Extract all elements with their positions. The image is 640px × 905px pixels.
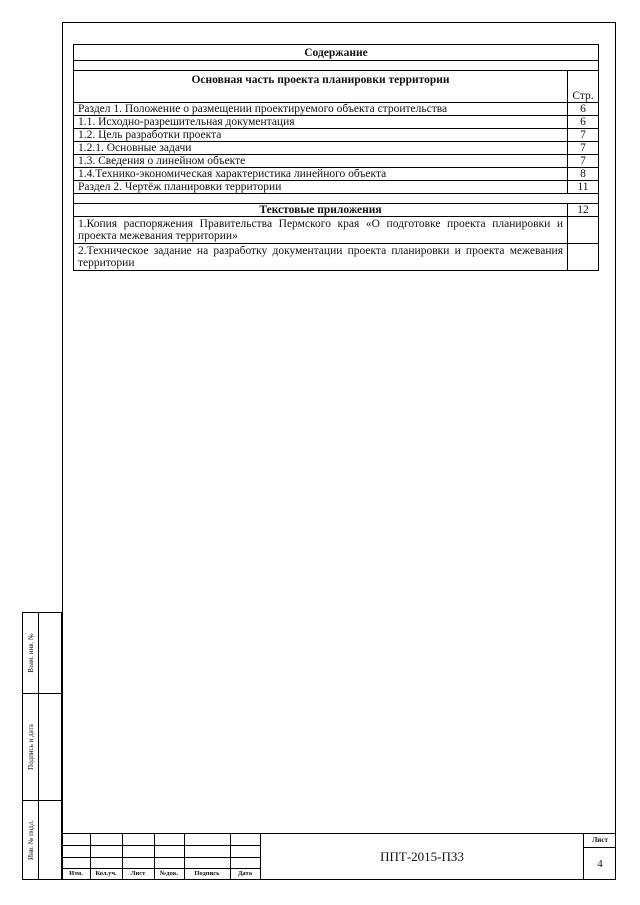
toc-title: Содержание: [74, 45, 599, 61]
sheet-number: 4: [597, 858, 603, 870]
toc-item-text: Раздел 2. Чертёж планировки территории: [74, 181, 568, 194]
appendix-heading: Текстовые приложения: [74, 204, 568, 217]
col-doc-number: №док.: [159, 870, 179, 877]
toc-spacer: [74, 194, 599, 204]
col-change: Изм.: [69, 870, 83, 877]
appendix-page: 12: [568, 204, 599, 217]
col-sheet: Лист: [130, 870, 146, 877]
side-label-signature: Подпись и дата: [26, 724, 35, 770]
toc-item-page: 8: [568, 168, 599, 181]
appendix-row: [74, 244, 599, 271]
toc-row: [74, 142, 599, 155]
toc-item-text: Раздел 1. Положение о размещении проектируемого объекта строительства: [74, 103, 568, 116]
toc-row: [74, 103, 599, 116]
side-label-inventory: Инв. № подл.: [26, 820, 35, 860]
toc-spacer: [74, 61, 599, 71]
col-date: Дата: [237, 870, 253, 877]
toc-item-text: 1.2.1. Основные задачи: [74, 142, 568, 155]
col-signature: Подпись: [194, 870, 220, 877]
appendix-item-page: [568, 217, 599, 244]
main-section-heading: Основная часть проекта планировки территории: [74, 71, 568, 103]
side-cell-replacement: [22, 612, 62, 694]
toc-row: [74, 181, 599, 194]
title-block: [62, 833, 616, 880]
toc-item-text: 1.2. Цель разработки проекта: [74, 129, 568, 142]
toc-item-page: 7: [568, 129, 599, 142]
toc-item-page: 7: [568, 155, 599, 168]
sheet-label: Лист: [592, 836, 608, 844]
side-label-replacement: Взам. инв. №: [26, 633, 35, 673]
toc-item-page: 11: [568, 181, 599, 194]
toc-item-text: 1.4.Технико-экономическая характеристика линейного объекта: [74, 168, 568, 181]
page-column-label: Стр.: [568, 71, 599, 103]
toc-row: [74, 116, 599, 129]
toc-item-text: 1.3. Сведения о линейном объекте: [74, 155, 568, 168]
appendix-row: [74, 217, 599, 244]
side-cell-signature: [22, 693, 62, 801]
toc-item-page: 7: [568, 142, 599, 155]
appendix-item-text: 1.Копия распоряжения Правительства Пермского края «О подготовке проекта планировки и проекта межевания территории»: [74, 217, 568, 244]
side-stamp: [22, 612, 62, 880]
toc-row: [74, 168, 599, 181]
toc-item-text: 1.1. Исходно-разрешительная документация: [74, 116, 568, 129]
toc-item-page: 6: [568, 116, 599, 129]
document-code: ППТ-2015-ПЗ3: [260, 834, 584, 880]
toc-row: [74, 155, 599, 168]
appendix-item-page: [568, 244, 599, 271]
toc-row: [74, 129, 599, 142]
toc-item-page: 6: [568, 103, 599, 116]
appendix-item-text: 2.Техническое задание на разработку документации проекта планировки и проекта межевания территории: [74, 244, 568, 271]
toc-table: [73, 44, 599, 271]
title-block-grid: [62, 834, 260, 880]
col-quantity: Кол.уч.: [95, 870, 117, 877]
side-cell-inventory: [22, 800, 62, 880]
